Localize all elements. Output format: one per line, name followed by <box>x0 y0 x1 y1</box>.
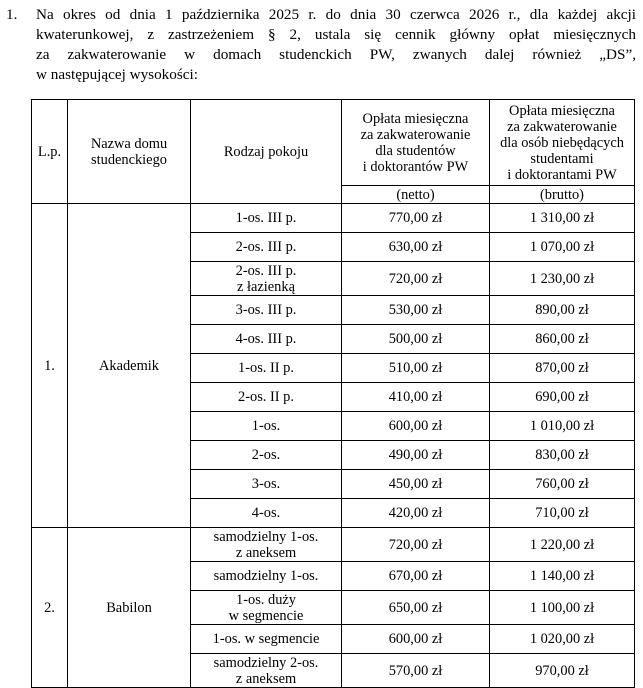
cell-price-netto: 630,00 zł <box>342 233 490 262</box>
header-line: Opłata miesięczna <box>362 110 469 127</box>
cell-room-type <box>191 325 342 354</box>
room-type-line: 1-os. <box>251 418 281 434</box>
cell-price-brutto: 710,00 zł <box>490 499 635 528</box>
cell-room-type <box>191 354 342 383</box>
header-line: studentami <box>530 150 594 167</box>
cell-room-type <box>191 591 342 625</box>
room-type-line: 3-os. III p. <box>235 302 297 318</box>
cell-price-netto: 450,00 zł <box>342 470 490 499</box>
cell-price-netto: 500,00 zł <box>342 325 490 354</box>
cell-price-netto: 600,00 zł <box>342 412 490 441</box>
table-row <box>32 528 635 562</box>
cell-price-brutto: 1 230,00 zł <box>490 262 635 296</box>
paragraph-line: w następującej wysokości: <box>36 66 198 83</box>
cell-price-brutto: 1 020,00 zł <box>490 625 635 654</box>
room-type-line: 2-os. III p. <box>235 262 297 279</box>
cell-price-brutto: 830,00 zł <box>490 441 635 470</box>
room-type-line: samodzielny 2-os. <box>213 654 319 671</box>
cell-room-type <box>191 204 342 233</box>
cell-room-type <box>191 233 342 262</box>
table-row <box>32 204 635 233</box>
header-line: za zakwaterowanie <box>507 118 617 135</box>
cell-price-netto: 600,00 zł <box>342 625 490 654</box>
header-lp: L.p. <box>32 100 68 204</box>
cell-price-brutto: 890,00 zł <box>490 296 635 325</box>
header-netto: (netto) <box>342 186 490 204</box>
paragraph-line: Na okres od dnia 1 października 2025 r. do dnia 30 czerwca 2026 r., dla każdej akcji <box>36 6 636 23</box>
cell-price-brutto: 860,00 zł <box>490 325 635 354</box>
cell-price-netto: 490,00 zł <box>342 441 490 470</box>
price-table <box>31 99 635 688</box>
cell-house-name: Babilon <box>68 528 191 688</box>
cell-room-type <box>191 412 342 441</box>
paragraph-number: 1. <box>6 6 18 23</box>
cell-price-brutto: 1 310,00 zł <box>490 204 635 233</box>
room-type-line: 1-os. III p. <box>235 210 297 226</box>
cell-room-type <box>191 262 342 296</box>
cell-price-brutto: 870,00 zł <box>490 354 635 383</box>
room-type-line: z aneksem <box>235 670 297 687</box>
cell-price-brutto: 1 070,00 zł <box>490 233 635 262</box>
cell-price-netto: 650,00 zł <box>342 591 490 625</box>
cell-price-netto: 670,00 zł <box>342 562 490 591</box>
header-line: za zakwaterowanie <box>360 126 471 143</box>
room-type-line: z aneksem <box>235 544 297 561</box>
table-body <box>32 204 635 688</box>
cell-room-type <box>191 470 342 499</box>
cell-lp: 2. <box>32 528 68 688</box>
cell-price-netto: 530,00 zł <box>342 296 490 325</box>
cell-price-brutto: 970,00 zł <box>490 654 635 688</box>
header-line: Opłata miesięczna <box>509 102 615 119</box>
header-house <box>68 100 191 204</box>
room-type-line: 4-os. III p. <box>235 331 297 347</box>
header-line: Nazwa domu <box>90 135 168 152</box>
header-room: Rodzaj pokoju <box>191 100 342 204</box>
header-line: i doktorantów PW <box>362 158 469 175</box>
room-type-line: 4-os. <box>251 505 281 521</box>
room-type-line: 1-os. duży <box>236 591 296 608</box>
header-brutto: (brutto) <box>490 186 635 204</box>
paragraph-text <box>36 5 636 85</box>
cell-house-name: Akademik <box>68 204 191 528</box>
header-others <box>490 100 635 186</box>
paragraph-line: za zakwaterowanie w domach studenckich PW, zwanych dalej również „DS”, <box>36 46 636 63</box>
cell-room-type <box>191 383 342 412</box>
header-line: dla osób niebędących <box>500 134 624 151</box>
cell-price-netto: 720,00 zł <box>342 528 490 562</box>
header-line: dla studentów <box>375 142 456 159</box>
cell-room-type <box>191 499 342 528</box>
room-type-line: 2-os. <box>251 447 281 463</box>
cell-room-type <box>191 562 342 591</box>
paragraph-line: kwaterunkowej, z zastrzeżeniem § 2, ustala się cennik główny opłat miesięcznych <box>36 26 636 43</box>
cell-price-brutto: 1 100,00 zł <box>490 591 635 625</box>
room-type-line: 2-os. III p. <box>235 239 297 255</box>
cell-room-type <box>191 441 342 470</box>
cell-price-brutto: 760,00 zł <box>490 470 635 499</box>
cell-room-type <box>191 625 342 654</box>
cell-price-netto: 770,00 zł <box>342 204 490 233</box>
room-type-line: w segmencie <box>228 607 304 624</box>
cell-room-type <box>191 528 342 562</box>
room-type-line: z łazienką <box>237 278 295 295</box>
header-students <box>342 100 490 186</box>
room-type-line: 1-os. II p. <box>238 360 294 376</box>
cell-price-brutto: 1 220,00 zł <box>490 528 635 562</box>
cell-lp: 1. <box>32 204 68 528</box>
cell-price-brutto: 1 140,00 zł <box>490 562 635 591</box>
cell-price-brutto: 1 010,00 zł <box>490 412 635 441</box>
cell-room-type <box>191 296 342 325</box>
room-type-line: samodzielny 1-os. <box>213 528 319 545</box>
header-line: studenckiego <box>91 151 167 168</box>
cell-price-netto: 510,00 zł <box>342 354 490 383</box>
cell-price-netto: 410,00 zł <box>342 383 490 412</box>
cell-price-netto: 420,00 zł <box>342 499 490 528</box>
cell-price-netto: 720,00 zł <box>342 262 490 296</box>
cell-price-brutto: 690,00 zł <box>490 383 635 412</box>
room-type-line: 3-os. <box>251 476 281 492</box>
header-line: i doktorantami PW <box>507 166 617 183</box>
cell-price-netto: 570,00 zł <box>342 654 490 688</box>
cell-room-type <box>191 654 342 688</box>
room-type-line: samodzielny 1-os. <box>213 568 319 584</box>
room-type-line: 1-os. w segmencie <box>212 631 320 647</box>
room-type-line: 2-os. II p. <box>238 389 294 405</box>
